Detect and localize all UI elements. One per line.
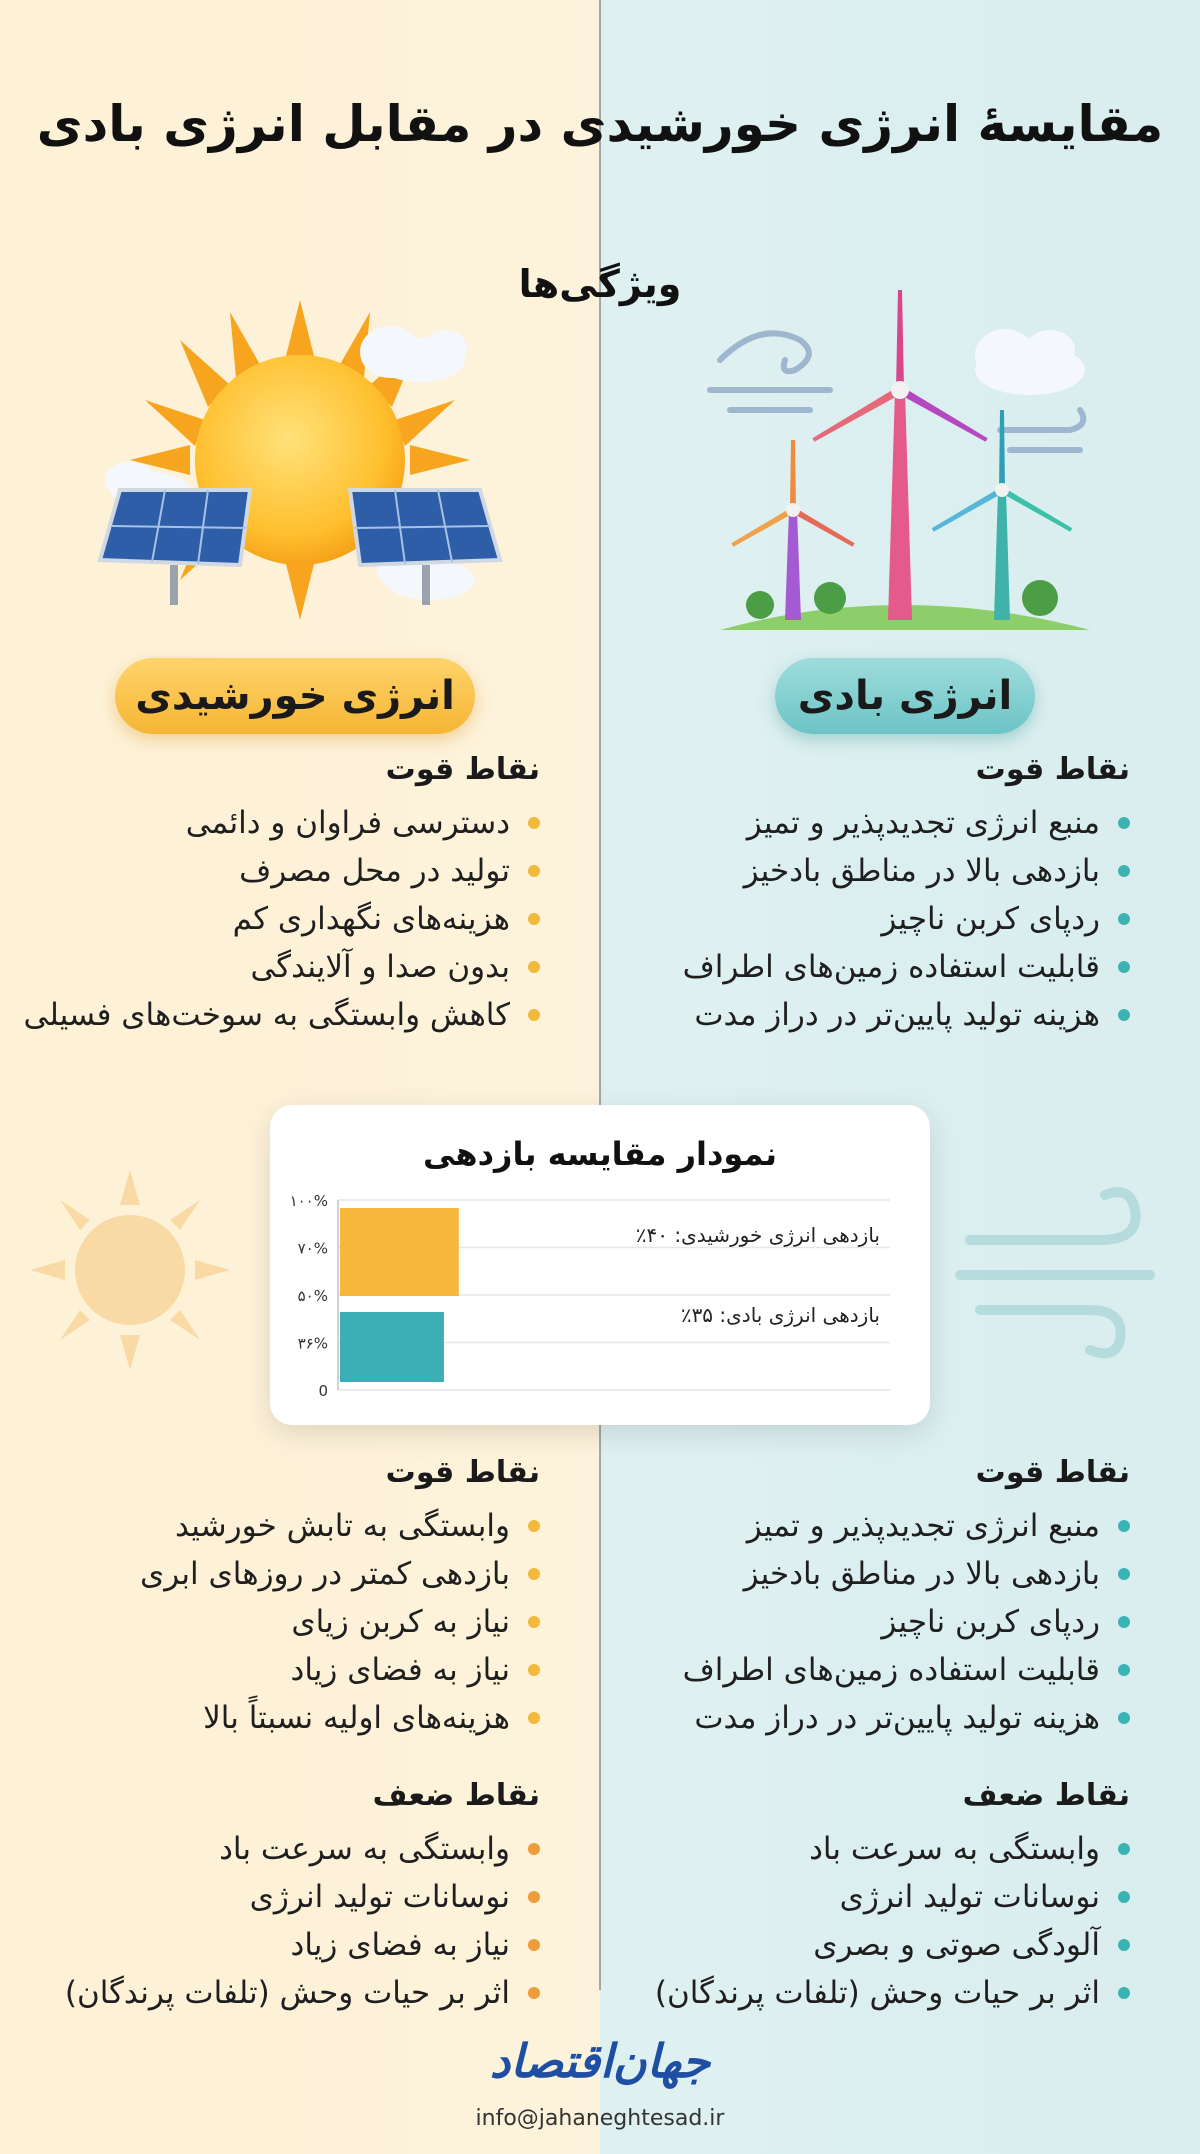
bullet-icon xyxy=(1118,1843,1130,1855)
list-item: قابلیت استفاده زمین‌های اطراف xyxy=(610,1646,1130,1694)
svg-text:جهان‌اقتصاد: جهان‌اقتصاد xyxy=(489,2034,711,2088)
bullet-icon xyxy=(1118,1712,1130,1724)
list-item: اثر بر حیات وحش (تلفات پرندگان) xyxy=(610,1969,1130,2017)
list-item: بازدهی بالا در مناطق بادخیز xyxy=(610,847,1130,895)
bullet-icon xyxy=(528,1664,540,1676)
bullet-icon xyxy=(528,817,540,829)
list-item: منبع انرژی تجدیدپذیر و تمیز xyxy=(610,799,1130,847)
wind-energy-label: انرژی بادی xyxy=(775,658,1035,734)
bullet-icon xyxy=(1118,1616,1130,1628)
wind-strengths-bottom xyxy=(610,1455,1130,1742)
contact-email[interactable]: info@jahaneghtesad.ir xyxy=(475,2106,725,2131)
list-item: ردپای کربن ناچیز xyxy=(610,1598,1130,1646)
bullet-icon xyxy=(1118,1568,1130,1580)
bullet-icon xyxy=(1118,1520,1130,1532)
cloud-icon xyxy=(975,329,1085,395)
solar-weaknesses xyxy=(20,1778,540,2017)
list-item: بازدهی کمتر در روزهای ابری xyxy=(20,1550,540,1598)
chart-legend-label: بازدهی انرژی بادی: ۳۵٪ xyxy=(680,1303,880,1327)
list-item: قابلیت استفاده زمین‌های اطراف xyxy=(610,943,1130,991)
bullet-icon xyxy=(528,1939,540,1951)
list-item: تولید در محل مصرف xyxy=(20,847,540,895)
list-item: وابستگی به سرعت باد xyxy=(20,1825,540,1873)
chart-plot xyxy=(270,1105,930,1425)
page-title: مقایسهٔ انرژی خورشیدی در مقابل انرژی بادی xyxy=(36,95,1164,153)
list-item: نوسانات تولید انرژی xyxy=(610,1873,1130,1921)
list-item: بازدهی بالا در مناطق بادخیز xyxy=(610,1550,1130,1598)
list-item: وابستگی به سرعت باد xyxy=(610,1825,1130,1873)
list-item: هزینه تولید پایین‌تر در دراز مدت xyxy=(610,1694,1130,1742)
list-item: نوسانات تولید انرژی xyxy=(20,1873,540,1921)
solar-strengths-bottom xyxy=(20,1455,540,1742)
wind-strengths-heading: نقاط قوت xyxy=(975,752,1130,787)
list-item: هزینه‌های نگهداری کم xyxy=(20,895,540,943)
solar-strengths-heading: نقاط قوت xyxy=(385,752,540,787)
bullet-icon xyxy=(1118,865,1130,877)
bullet-icon xyxy=(528,1520,540,1532)
chart-bar-solar xyxy=(340,1208,459,1296)
solar-strengths-heading: نقاط قوت xyxy=(385,1455,540,1490)
bullet-icon xyxy=(1118,913,1130,925)
list-item: هزینه تولید پایین‌تر در دراز مدت xyxy=(610,991,1130,1039)
faded-sun-icon xyxy=(20,1160,240,1380)
bullet-icon xyxy=(528,1843,540,1855)
bullet-icon xyxy=(528,913,540,925)
bullet-icon xyxy=(528,961,540,973)
bullet-icon xyxy=(1118,1891,1130,1903)
chart-bar-wind xyxy=(340,1312,444,1382)
list-item: نیاز به فضای زیاد xyxy=(20,1921,540,1969)
bullet-icon xyxy=(1118,961,1130,973)
bullet-icon xyxy=(528,1712,540,1724)
list-item: دسترسی فراوان و دائمی xyxy=(20,799,540,847)
faded-wind-icon xyxy=(950,1170,1180,1370)
bullet-icon xyxy=(1118,1009,1130,1021)
chart-tick-label: ۷۰% xyxy=(297,1239,328,1258)
bullet-icon xyxy=(528,1568,540,1580)
bullet-icon xyxy=(1118,1664,1130,1676)
jahan-eghtesad-logo xyxy=(450,2025,750,2095)
list-item: منبع انرژی تجدیدپذیر و تمیز xyxy=(610,1502,1130,1550)
list-item: اثر بر حیات وحش (تلفات پرندگان) xyxy=(20,1969,540,2017)
list-item: نیاز به کربن زیای xyxy=(20,1598,540,1646)
solar-weaknesses-heading: نقاط ضعف xyxy=(372,1778,540,1813)
bullet-icon xyxy=(528,1987,540,1999)
solar-strengths-top xyxy=(20,752,540,1039)
bullet-icon xyxy=(1118,1939,1130,1951)
chart-tick-label: ۵۰% xyxy=(297,1287,328,1305)
list-item: ردپای کربن ناچیز xyxy=(610,895,1130,943)
wind-weaknesses xyxy=(610,1778,1130,2017)
bullet-icon xyxy=(1118,817,1130,829)
chart-legend-label: بازدهی انرژی خورشیدی: ۴۰٪ xyxy=(635,1223,880,1247)
chart-title: نمودار مقایسه بازدهی xyxy=(423,1135,777,1173)
wind-strengths-heading: نقاط قوت xyxy=(975,1455,1130,1490)
list-item: بدون صدا و آلایندگی xyxy=(20,943,540,991)
efficiency-chart xyxy=(270,1105,930,1425)
list-item: هزینه‌های اولیه نسبتاً بالا xyxy=(20,1694,540,1742)
list-item: وابستگی به تابش خورشید xyxy=(20,1502,540,1550)
wind-strengths-top xyxy=(610,752,1130,1039)
bullet-icon xyxy=(528,1891,540,1903)
chart-tick-label: ۱۰۰% xyxy=(289,1192,328,1210)
bullet-icon xyxy=(528,1009,540,1021)
solar-energy-label: انرژی خورشیدی xyxy=(115,658,475,734)
bullet-icon xyxy=(1118,1987,1130,1999)
bullet-icon xyxy=(528,865,540,877)
sun-solar-panel-illustration xyxy=(90,290,510,630)
wind-turbine-illustration xyxy=(700,280,1100,640)
list-item: نیاز به فضای زیاد xyxy=(20,1646,540,1694)
section-subtitle: ویژگی‌ها xyxy=(518,262,682,306)
list-item: آلودگی صوتی و بصری xyxy=(610,1921,1130,1969)
chart-tick-label: ۳۶% xyxy=(297,1334,328,1353)
bullet-icon xyxy=(528,1616,540,1628)
wind-weaknesses-heading: نقاط ضعف xyxy=(962,1778,1130,1813)
chart-tick-label: 0 xyxy=(318,1382,328,1400)
list-item: کاهش وابستگی به سوخت‌های فسیلی xyxy=(20,991,540,1039)
